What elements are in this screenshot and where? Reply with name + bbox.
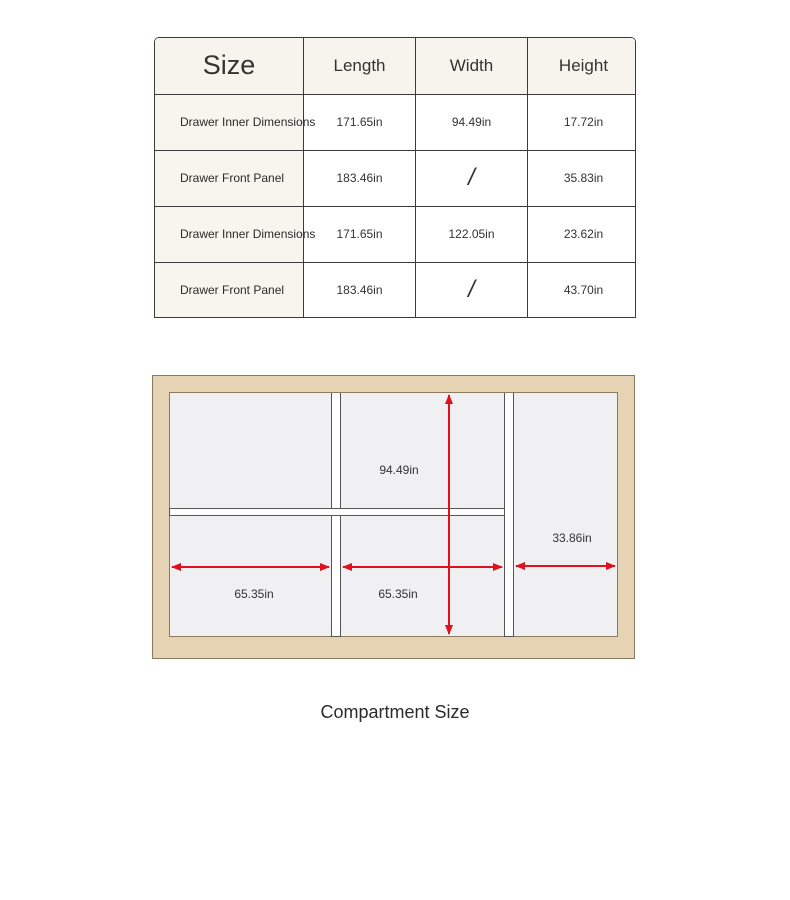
size-table <box>154 37 636 318</box>
width-value: / <box>416 150 528 206</box>
row-label: Drawer Inner Dimensions <box>155 206 304 262</box>
vertical-dimension-label: 94.49in <box>379 463 419 477</box>
height-value: 23.62in <box>528 206 637 262</box>
divider-right <box>505 393 514 637</box>
header-width: Width <box>416 38 528 94</box>
table-header-row <box>155 38 636 94</box>
middle-width-label: 65.35in <box>378 587 418 601</box>
row-label: Drawer Inner Dimensions <box>155 94 304 150</box>
height-value: 17.72in <box>528 94 637 150</box>
header-length: Length <box>304 38 416 94</box>
header-size: Size <box>155 38 304 94</box>
table-row <box>155 94 636 150</box>
left-width-label: 65.35in <box>234 587 274 601</box>
table-row <box>155 150 636 206</box>
width-value: 94.49in <box>416 94 528 150</box>
diagram-caption: Compartment Size <box>320 702 470 722</box>
table-row <box>155 206 636 262</box>
length-value: 171.65in <box>304 206 416 262</box>
width-value: / <box>416 262 528 318</box>
length-value: 171.65in <box>304 94 416 150</box>
width-value: 122.05in <box>416 206 528 262</box>
length-value: 183.46in <box>304 262 416 318</box>
row-label: Drawer Front Panel <box>155 150 304 206</box>
height-value: 43.70in <box>528 262 637 318</box>
header-height: Height <box>528 38 637 94</box>
table-row <box>155 262 636 318</box>
compartment-diagram <box>152 375 635 659</box>
length-value: 183.46in <box>304 150 416 206</box>
divider-horizontal-gap <box>332 509 340 515</box>
row-label: Drawer Front Panel <box>155 262 304 318</box>
height-value: 35.83in <box>528 150 637 206</box>
right-width-label: 33.86in <box>552 531 592 545</box>
